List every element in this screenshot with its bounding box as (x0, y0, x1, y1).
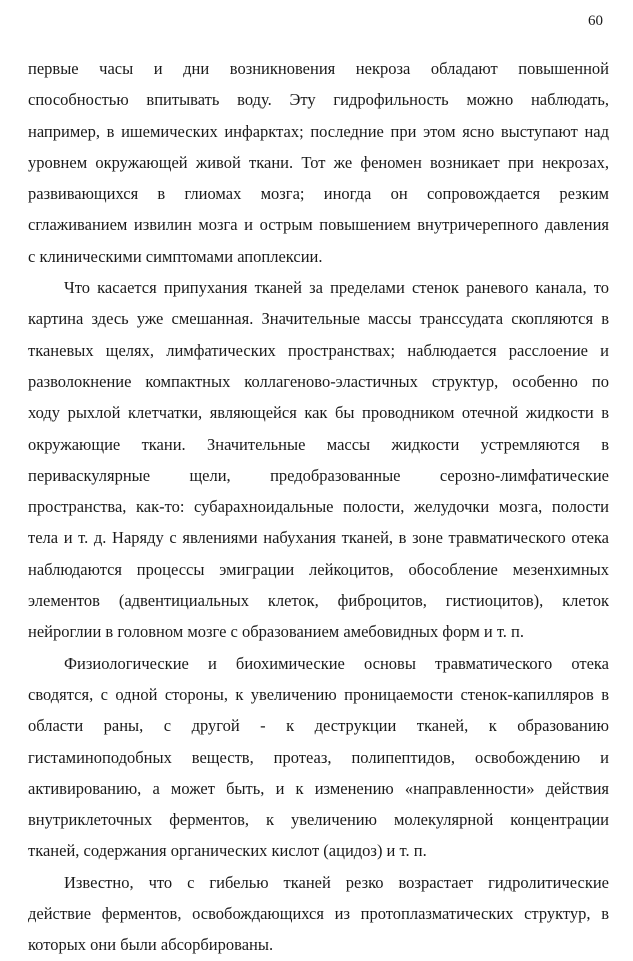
paragraph (28, 648, 609, 867)
text-line: с клиническими симптомами апоплексии. (28, 246, 323, 266)
text-line: способностью впитывать воду. Эту гидрофильность можно наблюдать, (28, 90, 609, 110)
text-line: периваскулярные щели, предобразованные серозно-лимфатические (28, 465, 609, 485)
text-line: тканей, содержания органических кислот (ацидоз) и т. п. (28, 841, 427, 861)
text-line: тела и т. д. Наряду с явлениями набухания тканей, в зоне травматического отека (28, 528, 609, 548)
text-line: которых они были абсорбированы. (28, 935, 274, 955)
text-line: области раны, с другой - к деструкции тканей, к образованию (28, 716, 609, 736)
text-line: окружающие ткани. Значительные массы жидкости устремляются в (28, 434, 609, 454)
text-line: первые часы и дни возникновения некроза обладают повышенной (28, 59, 609, 78)
text-line: сводятся, с одной стороны, к увеличению проницаемости стенок-капилляров в (28, 684, 609, 704)
text-line: пространства, как-то: субарахноидальные полости, желудочки мозга, полости (28, 497, 609, 517)
text-line: тканевых щелях, лимфатических пространствах; наблюдается расслоение и (28, 340, 609, 360)
text-line: разволокнение компактных коллагеново-эластичных структур, особенно по (28, 371, 609, 391)
text-line: уровнем окружающей живой ткани. Тот же феномен возникает при некрозах, (28, 152, 609, 172)
text-line: ходу рыхлой клетчатки, являющейся как бы проводником отечной жидкости в (28, 403, 609, 423)
text-line: Что касается припухания тканей за пределами стенок раневого канала, то (64, 278, 609, 298)
text-body (28, 53, 609, 961)
text-line: картина здесь уже смешанная. Значительные массы транссудата скопляются в (28, 309, 609, 329)
text-line: развивающихся в глиомах мозга; иногда он сопровождается резким (28, 184, 609, 204)
text-line: нейроглии в головном мозге с образованием амебовидных форм и т. п. (28, 622, 525, 642)
text-line: например, в ишемических инфарктах; последние при этом ясно выступают над (28, 121, 609, 141)
text-line: элементов (адвентициальных клеток, фиброцитов, гистиоцитов), клеток (28, 591, 609, 611)
paragraph (28, 272, 609, 648)
page-number: 60 (588, 13, 603, 29)
text-line: внутриклеточных ферментов, к увеличению молекулярной концентрации (28, 810, 609, 830)
paragraph (28, 867, 609, 961)
text-line: действие ферментов, освобождающихся из протоплазматических структур, в (28, 904, 609, 924)
text-line: Известно, что с гибелью тканей резко возрастает гидролитические (64, 872, 609, 892)
text-line: наблюдаются процессы эмиграции лейкоцитов, обособление мезенхимных (28, 559, 609, 579)
text-line: активированию, а может быть, и к изменению «направленности» действия (28, 778, 609, 798)
text-line: Физиологические и биохимические основы травматического отека (64, 653, 609, 673)
text-line: гистаминоподобных веществ, протеаз, полипептидов, освобождению и (28, 747, 609, 767)
paragraph (28, 53, 609, 272)
text-line: сглаживанием извилин мозга и острым повышением внутричерепного давления (28, 215, 609, 235)
